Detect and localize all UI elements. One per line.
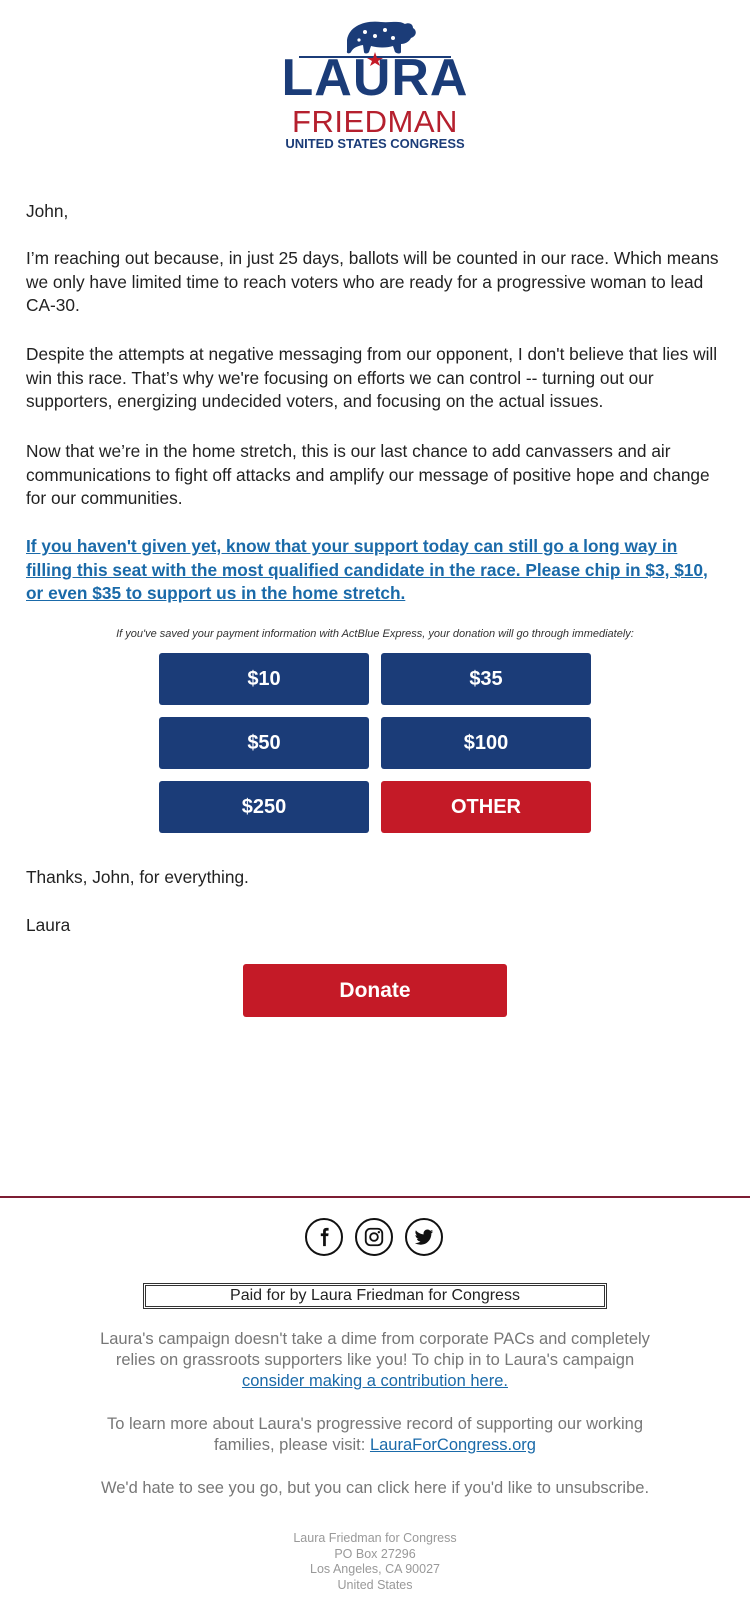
address-line: United States xyxy=(337,1577,413,1592)
logo-subtitle: UNITED STATES CONGRESS xyxy=(285,136,465,151)
pac-paragraph xyxy=(0,1329,750,1392)
contribution-link[interactable]: consider making a contribution here. xyxy=(242,1372,508,1390)
donate-35-button[interactable]: $35 xyxy=(381,653,591,705)
footer-divider xyxy=(0,1196,750,1198)
signature: Laura xyxy=(26,915,71,935)
donate-button[interactable]: Donate xyxy=(243,964,507,1017)
mailing-address xyxy=(0,1531,750,1593)
paid-for-disclaimer: Paid for by Laura Friedman for Congress xyxy=(143,1283,607,1309)
paragraph-1: I’m reaching out because, in just 25 days, ballots will be counted in our race. Which means we only have limited time to reach voters who are ready for a progressive woman to lead CA-30. xyxy=(26,248,719,315)
paragraph-3: Now that we’re in the home stretch, this is our last chance to add canvassers and air communications to fight off attacks and amplify our message of positive hope and change for our communities. xyxy=(26,441,710,508)
donate-50-button[interactable]: $50 xyxy=(159,717,369,769)
paragraph-2: Despite the attempts at negative messaging from our opponent, I don't believe that lies will win this race. That’s why we're focusing on efforts we can control -- turning out our supporters, energizing undecided voters, and focusing on the actual issues. xyxy=(26,344,718,411)
learn-text: To learn more about Laura's progressive record of supporting our working families, please visit: xyxy=(106,1415,644,1454)
cta-link[interactable]: If you haven't given yet, know that your support today can still go a long way in filling this seat with the most qualified candidate in the race. Please chip in $3, $10, or even $35 to support us in the home stretch. xyxy=(26,536,708,603)
logo-first-name: LAURA xyxy=(281,49,469,107)
donate-10-button[interactable]: $10 xyxy=(159,653,369,705)
logo-last-name: FRIEDMAN xyxy=(292,104,458,139)
address-line: Laura Friedman for Congress xyxy=(293,1531,457,1545)
thanks-line: Thanks, John, for everything. xyxy=(26,867,249,887)
donate-250-button[interactable]: $250 xyxy=(159,781,369,833)
unsubscribe-text[interactable]: We'd hate to see you go, but you can click here if you'd like to unsubscribe. xyxy=(100,1479,650,1497)
pac-text: Laura's campaign doesn't take a dime from corporate PACs and completely relies on grassroots supporters like you! To chip in to Laura's campaign xyxy=(100,1330,650,1369)
actblue-note: If you've saved your payment information with ActBlue Express, your donation will go through immediately: xyxy=(116,628,634,640)
donate-100-button[interactable]: $100 xyxy=(381,717,591,769)
address-line: PO Box 27296 xyxy=(334,1546,416,1561)
website-link[interactable]: LauraForCongress.org xyxy=(369,1436,536,1454)
learn-paragraph xyxy=(0,1414,750,1456)
address-line: Los Angeles, CA 90027 xyxy=(310,1562,440,1576)
greeting: John, xyxy=(26,201,69,221)
twitter-icon[interactable] xyxy=(405,1218,443,1256)
instagram-icon[interactable] xyxy=(355,1218,393,1256)
donate-other-button[interactable]: OTHER xyxy=(381,781,591,833)
facebook-icon[interactable] xyxy=(305,1218,343,1256)
